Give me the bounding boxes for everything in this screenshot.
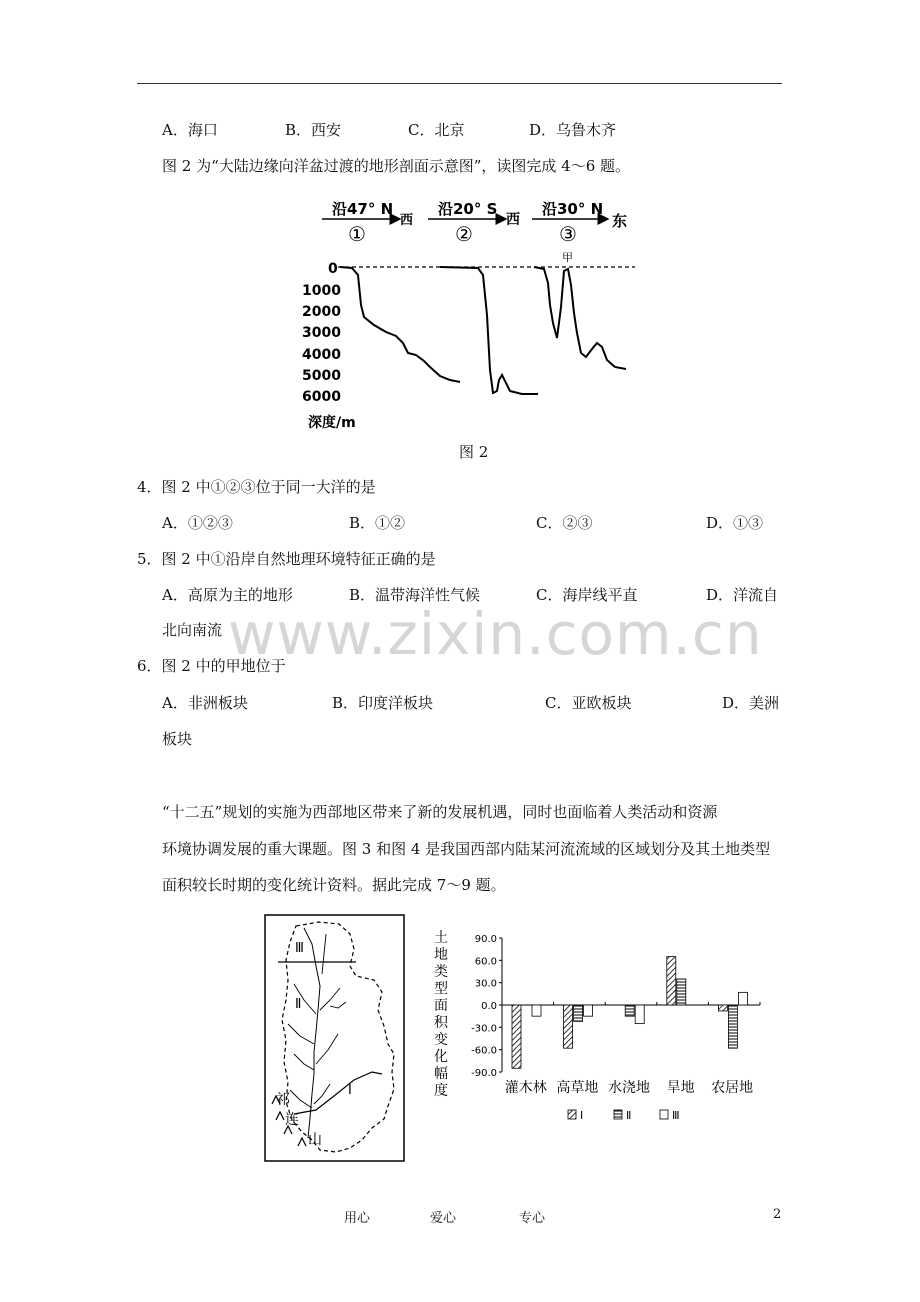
profile-1-num: ① [348,222,366,246]
option-a: A．海口 [162,121,218,139]
y-label-char: 类 [434,964,448,980]
option-c: C．北京 [408,121,465,139]
legend-swatch [614,1110,622,1119]
legend-swatch [660,1110,668,1119]
bar-4-Ⅱ [728,1005,737,1048]
bars-group [512,957,760,1069]
profile-1-dir: 西 [400,213,414,228]
profile-1-line [340,267,460,382]
category-label: 高草地 [556,1080,599,1096]
figure-2-profile [290,195,650,435]
y-label-char: 地 [434,947,448,963]
y-tick-label: 0.0 [481,1001,497,1012]
footer-item-2: 爱心 [430,1211,457,1226]
q5-stem: 5．图 2 中①沿岸自然地理环境特征正确的是 [137,550,436,568]
legend-group [568,1109,680,1122]
bar-2-Ⅱ [625,1005,634,1016]
q5-option-a: A．高原为主的地形 [162,586,293,604]
bar-4-Ⅲ [738,992,747,1005]
bar-2-Ⅲ [635,1005,644,1024]
y-axis-label-group [434,929,449,1099]
q6-option-c: C．亚欧板块 [545,694,632,712]
profile-2-dir: 西 [506,212,520,228]
bar-1-Ⅱ [574,1005,583,1021]
fig2-caption: 图 2 [459,443,489,461]
y-tick-3000: 3000 [302,325,341,341]
category-label: 灌木林 [504,1080,547,1096]
y-tick-label: 30.0 [474,978,497,990]
header-rule [137,83,782,84]
q4-option-d: D．①③ [706,514,764,532]
q4-option-a: A．①②③ [162,514,233,532]
figure-3-map [264,914,406,1164]
y-axis-label: 深度/m [308,415,356,431]
y-tick-4000: 4000 [302,347,341,363]
legend-swatch [568,1110,576,1119]
profile-3-label: 沿30° N [542,200,604,218]
legend-label: Ⅱ [626,1109,632,1122]
category-label: 旱地 [666,1080,695,1096]
lian-char: 连 [285,1112,299,1128]
y-label-char: 土 [434,930,448,946]
passage-line-3: 面积较长时期的变化统计资料。据此完成 7～9 题。 [162,876,506,894]
region-i-label: Ⅰ [348,1083,352,1098]
footer-item-3: 专心 [519,1211,546,1226]
region-iii-label: Ⅲ [295,941,304,956]
jia-marker: 甲 [562,251,573,264]
bar-3-Ⅱ [677,979,686,1005]
y-tick-label: 60.0 [474,956,497,968]
q6-stem: 6．图 2 中的甲地位于 [137,657,286,675]
legend-label: Ⅲ [672,1109,680,1122]
categories-group [505,1079,753,1096]
y-tick-1000: 1000 [302,283,341,299]
y-label-char: 面 [434,998,448,1014]
profile-3-line [534,267,626,369]
y-label-char: 型 [434,981,448,997]
bar-0-Ⅰ [512,1005,521,1068]
profile-1-label: 沿47° N [332,200,394,218]
option-d: D．乌鲁木齐 [529,121,617,139]
y-tick-label: -90.0 [471,1068,497,1079]
y-label-char: 度 [434,1083,448,1099]
q6-option-d: D．美洲 [722,694,780,712]
option-b: B．西安 [285,121,342,139]
y-label-char: 化 [434,1049,448,1065]
q5-continuation: 北向南流 [162,621,223,639]
q5-option-c: C．海岸线平直 [536,586,638,604]
q4-option-b: B．①② [349,514,406,532]
y-ticks-group [471,934,502,1079]
bar-0-Ⅲ [532,1005,541,1016]
q4-stem: 4．图 2 中①②③位于同一大洋的是 [137,478,376,496]
q6-option-b: B．印度洋板块 [332,694,434,712]
profile-2-line [440,267,538,394]
y-tick-0: 0 [328,261,338,277]
passage-line-2: 环境协调发展的重大课题。图 3 和图 4 是我国西部内陆某河流流域的区域划分及其土地类型 [162,840,771,858]
profile-2-num: ② [455,222,473,246]
y-tick-5000: 5000 [302,368,341,384]
figure-4-bar-chart [430,924,775,1134]
y-label-char: 幅 [434,1066,448,1082]
passage-line-1: “十二五”规划的实施为西部地区带来了新的发展机遇，同时也面临着人类活动和资源 [162,803,718,821]
page-number: 2 [773,1207,782,1222]
q6-option-a: A．非洲板块 [162,694,248,712]
bar-1-Ⅰ [564,1005,573,1048]
bar-1-Ⅲ [584,1005,593,1016]
q6-continuation: 板块 [162,730,193,748]
category-label: 水浇地 [608,1080,650,1096]
bar-3-Ⅰ [667,957,676,1005]
q5-option-d: D．洋流自 [706,586,779,604]
y-tick-label: 90.0 [474,934,497,945]
qi-char: 祁 [276,1092,290,1108]
profile-2-label: 沿20° S [438,200,498,218]
y-tick-2000: 2000 [302,304,341,320]
profile-3-dir: 东 [612,212,628,230]
y-tick-label: -60.0 [471,1045,497,1057]
y-label-char: 变 [434,1032,448,1048]
shan-char: 山 [308,1132,322,1148]
y-label-char: 积 [434,1015,448,1031]
q4-option-c: C．②③ [536,514,593,532]
q5-option-b: B．温带海洋性气候 [349,586,481,604]
watermark: www.zixin.com.cn [228,600,763,668]
footer-item-1: 用心 [344,1211,371,1226]
y-tick-6000: 6000 [302,389,341,405]
region-ii-label: Ⅱ [295,997,302,1012]
category-label: 农居地 [711,1080,754,1096]
legend-label: Ⅰ [580,1109,584,1122]
bar-4-Ⅰ [718,1005,727,1011]
profile-3-num: ③ [559,222,577,246]
fig2-intro: 图 2 为“大陆边缘向洋盆过渡的地形剖面示意图”，读图完成 4～6 题。 [162,157,631,175]
y-tick-label: -30.0 [471,1023,497,1035]
